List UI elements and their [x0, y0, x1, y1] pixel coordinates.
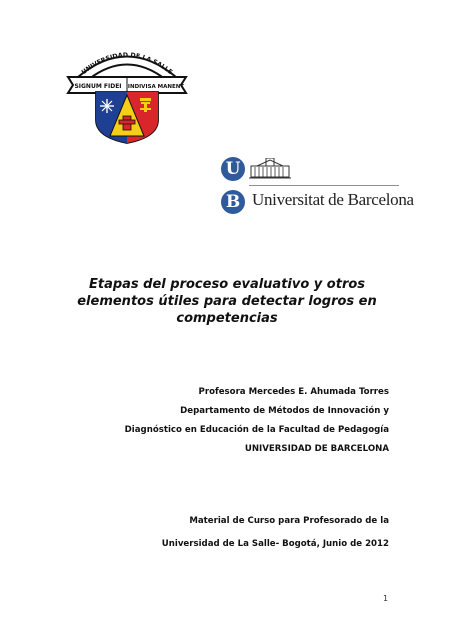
- course-block: [162, 510, 389, 556]
- crest-shield: [96, 92, 158, 143]
- title-line-3: competencias: [176, 311, 278, 326]
- title-line-1: Etapas del proceso evaluativo y otros: [88, 277, 366, 292]
- ub-divider: [249, 185, 399, 186]
- crest-ribbon-right: INDIVISA MANENT: [127, 84, 185, 90]
- university-building-icon: [249, 158, 291, 180]
- document-title: [62, 276, 392, 327]
- university-name: UNIVERSIDAD DE BARCELONA: [244, 444, 389, 454]
- universidad-la-salle-crest: [62, 44, 192, 144]
- universitat-barcelona-logo: [221, 154, 414, 218]
- department-line-1: Departamento de Métodos de Innovación y: [180, 406, 389, 416]
- star-icon: [100, 99, 114, 113]
- ub-name: Universitat de Barcelona: [252, 190, 414, 209]
- crest-arc-text: UNIVERSIDAD DE LA SALLE: [80, 51, 174, 77]
- department-line-2: Diagnóstico en Educación de la Facultad de Pedagogía: [124, 425, 389, 435]
- author-name: Profesora Mercedes E. Ahumada Torres: [198, 387, 389, 397]
- title-line-2: elementos útiles para detectar logros en: [77, 294, 377, 309]
- course-line-1: Material de Curso para Profesorado de la: [189, 516, 389, 526]
- ub-b-badge: B: [221, 190, 245, 214]
- author-block: [125, 383, 389, 459]
- page-number: 1: [383, 594, 389, 603]
- ub-u-badge: U: [221, 157, 245, 181]
- course-line-2: Universidad de La Salle- Bogotá, Junio de 2012: [161, 539, 389, 549]
- crest-ribbon-left: SIGNUM FIDEI: [74, 83, 122, 90]
